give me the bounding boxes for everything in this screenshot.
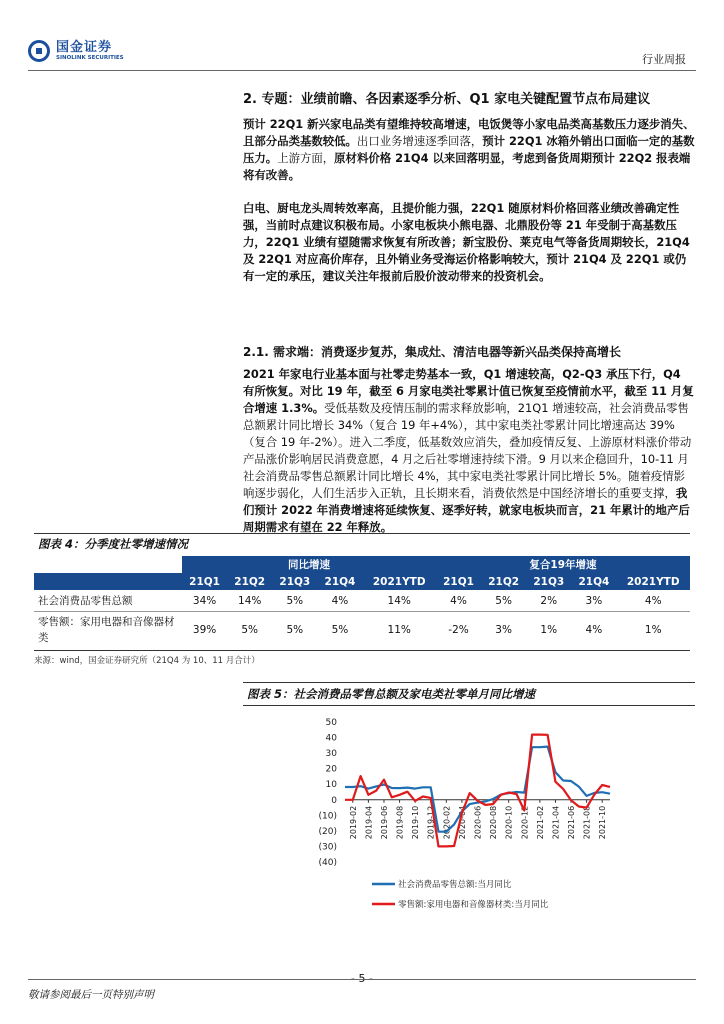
section-2 (243, 90, 695, 285)
figure-4-title: 图表 4：分季度社零增速情况 (38, 537, 189, 551)
logo-cn: 国金证券 (56, 39, 113, 55)
section-2-title: 2. 专题：业绩前瞻、各因素逐季分析、Q1 家电关键配置节点布局建议 (243, 92, 651, 107)
footer-divider (28, 979, 696, 980)
table-cell: 5% (286, 594, 304, 607)
x-tick-label: 2021-04 (551, 805, 561, 840)
figure-5-chart (300, 712, 630, 932)
table-cell: 2% (540, 594, 558, 607)
figure-4-source: 来源：wind，国金证券研究所（21Q4 为 10、11 月合计） (34, 656, 260, 666)
para1-bold: 预计 22Q1 新兴家电品类有望维持较高增速，电饭煲等小家电品类高基数压力逐步消失、且部分品类基数较低。 (243, 117, 695, 148)
table-cell: 5% (331, 624, 349, 636)
para-bold: 2021 年家电行业基本面与社零走势基本一致，Q1 增速较高，Q2-Q3 承压下行，Q4 有所恢复。对比 19 年，截至 6 月家电类社零累计值已恢复至疫情前水平，截至 11 月复合增速 1.3%。 (243, 367, 694, 415)
table-cell: 3% (585, 594, 603, 607)
table-cell: -2% (448, 624, 469, 636)
column-header-row (34, 573, 690, 590)
table-cell: 3% (495, 624, 512, 636)
table-cell: 4% (585, 624, 603, 636)
section-2-1-para (243, 366, 695, 536)
report-type: 行业周报 (642, 53, 686, 66)
table-row (34, 590, 690, 612)
table-cell: 4% (331, 594, 349, 607)
legend-label-1: 零售额:家用电器和音像器材类:当月同比 (398, 900, 549, 910)
table-cell: 5% (241, 624, 259, 636)
column-header-1: 21Q2 (227, 573, 272, 590)
table-cell: 39% (192, 624, 217, 636)
logo-en: SINOLINK SECURITIES (56, 54, 124, 61)
table-cell: 1% (540, 624, 558, 636)
x-tick-label: 2019-08 (395, 805, 405, 840)
legend-label-0: 社会消费品零售总额:当月同比 (398, 880, 512, 890)
y-tick-label: (40) (318, 858, 337, 868)
x-tick-label: 2020-12 (520, 805, 530, 840)
x-tick-label: 2019-02 (348, 805, 358, 840)
table-cell: 14% (387, 594, 411, 607)
para1-normal2: 上游方面， (277, 151, 335, 165)
x-tick-label: 2020-04 (457, 805, 467, 840)
figure-5 (243, 682, 695, 706)
para1-bold2: 预计 22Q1 冰箱外销出口面临一定的基数压力。 (243, 134, 695, 165)
column-header-6: 21Q2 (481, 573, 526, 590)
figure-5-title: 图表 5：社会消费品零售总额及家电类社零单月同比增速 (247, 687, 536, 701)
row-label: 社会消费品零售总额 (38, 594, 133, 607)
para1-normal: 出口业务增速逐季回落， (356, 134, 483, 148)
y-tick-label: 20 (325, 764, 337, 775)
y-tick-label: (10) (318, 811, 337, 822)
group-header-cagr: 复合19年增速 (436, 556, 690, 573)
x-tick-label: 2020-02 (442, 805, 452, 840)
table-cell: 5% (286, 624, 304, 636)
column-header-8: 21Q4 (571, 573, 616, 590)
group-header-yoy: 同比增速 (182, 556, 436, 573)
x-tick-label: 2021-02 (535, 805, 545, 840)
x-tick-label: 2019-12 (426, 805, 436, 840)
figure-4 (34, 533, 690, 666)
section-2-1 (243, 344, 695, 536)
column-header-0: 21Q1 (182, 573, 227, 590)
table-cell: 4% (450, 594, 467, 607)
row-label: 零售额：家用电器和音像器材类 (38, 616, 175, 644)
column-header-7: 21Q3 (526, 573, 571, 590)
footer-disclaimer: 敬请参阅最后一页特别声明 (28, 989, 154, 1001)
x-tick-label: 2020-08 (489, 805, 499, 840)
y-tick-label: (20) (318, 826, 337, 837)
column-header-2: 21Q3 (272, 573, 317, 590)
column-header-3: 21Q4 (317, 573, 362, 590)
table-cell: 1% (644, 624, 662, 636)
y-tick-label: (30) (318, 842, 337, 853)
x-tick-label: 2021-08 (582, 805, 592, 840)
para-bold-end: 我们预计 2022 年消费增速将延续恢复、逐季好转，就家电板块而言，21 年累计的地产后周期需求有望在 22 年释放。 (243, 486, 690, 534)
y-tick-label: 10 (325, 780, 337, 791)
table-row (34, 612, 690, 649)
column-header-5: 21Q1 (436, 573, 481, 590)
table-cell: 4% (644, 594, 662, 607)
x-tick-label: 2019-04 (364, 805, 374, 840)
table-cell: 34% (192, 594, 217, 607)
x-tick-label: 2019-06 (379, 805, 389, 840)
column-header-4: 2021YTD (363, 573, 436, 590)
company-logo (28, 40, 124, 62)
y-tick-label: 50 (325, 718, 337, 728)
figure-4-table (34, 556, 690, 648)
x-tick-label: 2021-10 (598, 805, 608, 840)
para-normal: 受低基数及疫情压制的需求释放影响，21Q1 增速较高，社会消费品零售总额累计同比增长 34%（复合 19 年+4%），其中家电类社零累计同比增速高达 39%（复合 19 年-2%）。进入二季度，低基数效应消失，叠加疫情反复、上游原材料涨价带动产品涨价影响居民消费意愿，4 月之后社零增速持续下滑。9 月以来企稳回升，10-11 月社会消费品零售总额累计同比增长 4%，其中家电类社零累计同比增长 5%。随着疫情影响逐步弱化，人们生活步入正轨，且长期来看，消费依然是中国经济增长的重要支撑， (243, 401, 692, 500)
y-tick-label: 30 (325, 749, 337, 760)
logo-icon (28, 40, 50, 62)
section-2-para1 (243, 116, 695, 184)
x-tick-label: 2020-06 (473, 805, 483, 840)
header-divider (28, 70, 696, 71)
page-number: - 5 - (351, 972, 373, 985)
table-cell: 11% (387, 624, 411, 636)
x-tick-label: 2019-10 (411, 805, 421, 840)
column-header-9: 2021YTD (616, 573, 690, 590)
section-2-para2: 白电、厨电龙头周转效率高，且提价能力强，22Q1 随原材料价格回落业绩改善确定性强，当前时点建议积极布局。小家电板块小熊电器、北鼎股份等 21 年受制于高基数压力，22Q1 业绩有望随需求恢复有所改善；新宝股份、莱克电气等备货周期较长，21Q4 及 22Q1 对应高价库存，且外销业务受海运价格影响较大，预计 21Q4 及 22Q1 或仍有一定的承压，建议关注年报前后股价波动带来的投资机会。 (243, 201, 690, 283)
section-2-1-title: 2.1. 需求端：消费逐步复苏，集成灶、清洁电器等新兴品类保持高增长 (243, 345, 621, 359)
x-tick-label: 2020-10 (504, 805, 514, 840)
x-tick-label: 2021-06 (567, 805, 577, 840)
table-cell: 5% (495, 594, 512, 607)
y-tick-label: 40 (325, 733, 337, 744)
y-tick-label: 0 (331, 795, 337, 806)
table-cell: 14% (238, 594, 262, 607)
para1-bold3: 原材料价格 21Q4 以来回落明显，考虑到备货周期预计 22Q2 报表端将有改善。 (243, 151, 691, 182)
